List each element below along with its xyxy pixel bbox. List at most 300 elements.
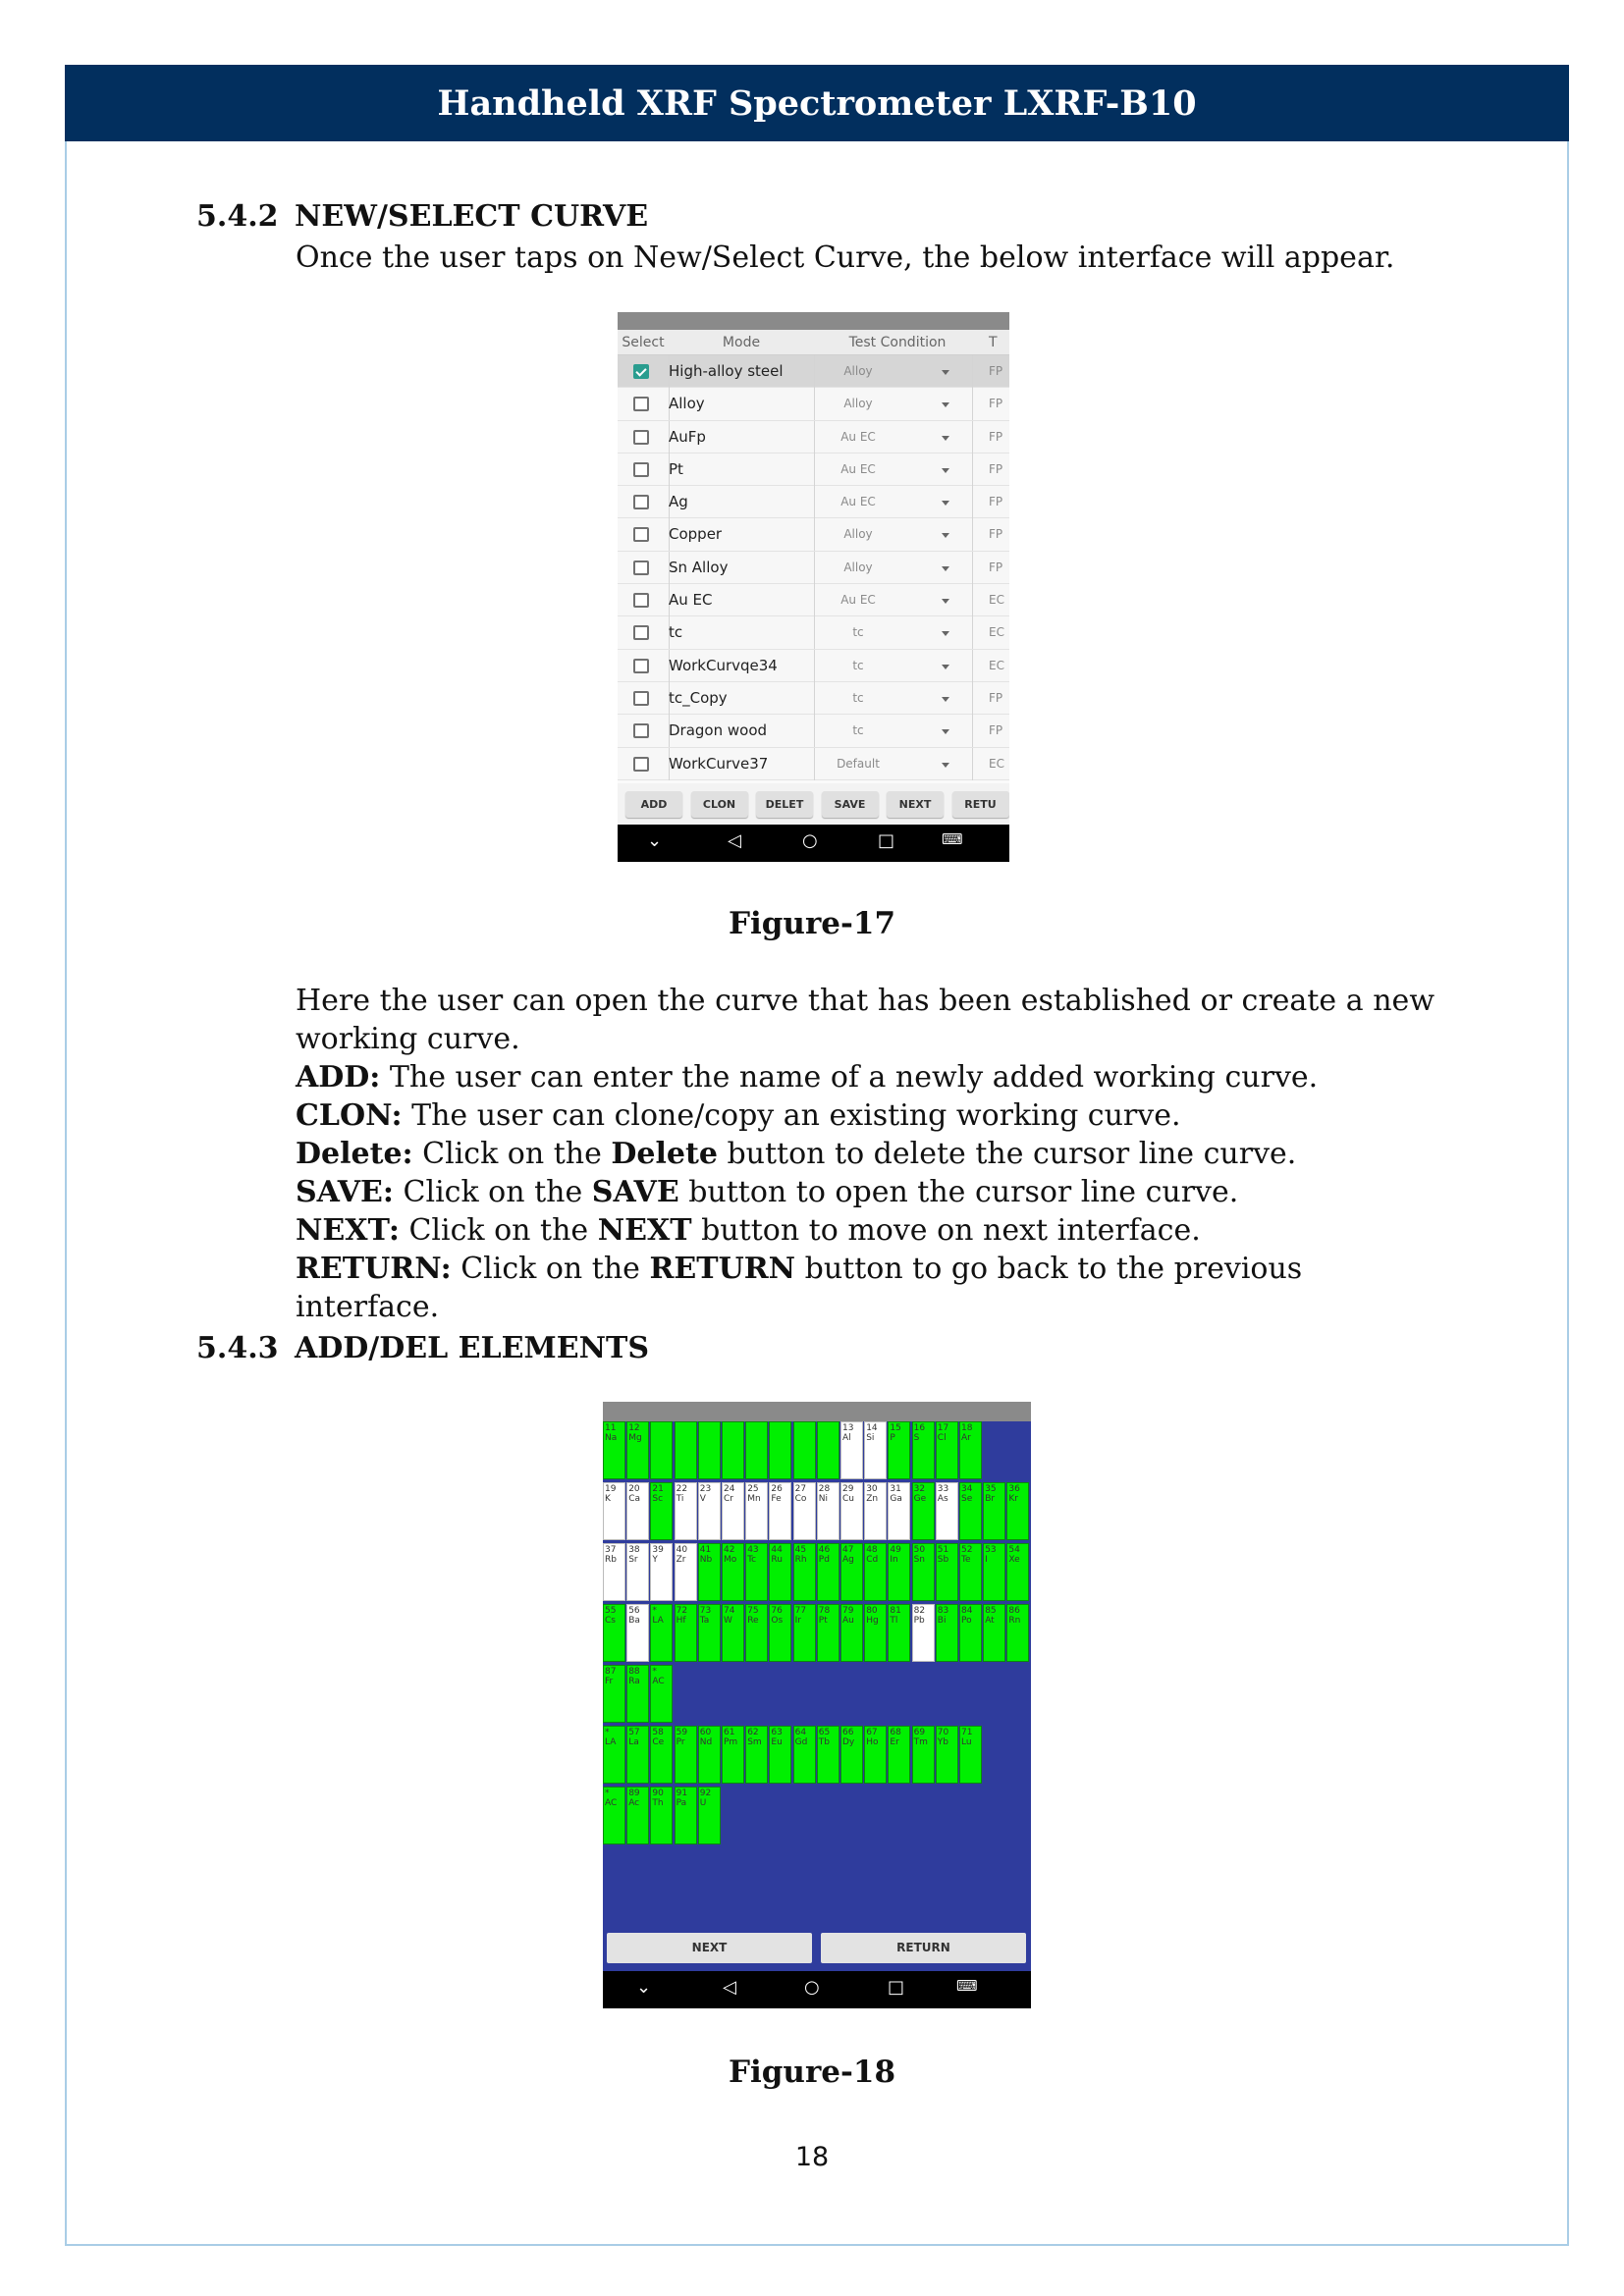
column-divider: [972, 486, 973, 518]
column-divider: [972, 650, 973, 682]
element-number: 18: [961, 1423, 973, 1433]
type-cell: FP: [989, 527, 1003, 542]
select-checkbox[interactable]: [633, 462, 649, 477]
type-cell: FP: [989, 723, 1003, 738]
description-term: RETURN:: [296, 1252, 452, 1286]
element-cell[interactable]: [650, 1482, 673, 1540]
column-divider: [972, 584, 973, 616]
next-button[interactable]: NEXT: [887, 791, 944, 818]
element-cell[interactable]: [698, 1543, 721, 1601]
mode-cell: High-alloy steel: [669, 362, 784, 380]
column-divider: [972, 454, 973, 486]
table-row[interactable]: [618, 748, 1009, 780]
element-symbol: Pm: [724, 1737, 738, 1747]
element-cell[interactable]: [745, 1543, 768, 1601]
element-cell[interactable]: [650, 1665, 673, 1723]
element-cell[interactable]: [817, 1726, 839, 1784]
element-number: 59: [676, 1728, 688, 1737]
element-cell[interactable]: [817, 1482, 839, 1540]
element-number: 50: [913, 1545, 926, 1555]
test-condition-select[interactable]: tc: [852, 690, 864, 705]
element-number: 71: [961, 1728, 973, 1737]
element-cell[interactable]: [888, 1543, 910, 1601]
element-symbol: Ga: [890, 1494, 902, 1504]
element-cell[interactable]: [675, 1726, 697, 1784]
element-cell[interactable]: [864, 1421, 887, 1479]
element-number: 83: [937, 1606, 949, 1616]
element-cell[interactable]: [603, 1604, 625, 1662]
element-cell[interactable]: [675, 1543, 697, 1601]
element-symbol: Br: [985, 1494, 996, 1504]
element-cell[interactable]: [722, 1726, 744, 1784]
element-cell[interactable]: [698, 1421, 721, 1479]
element-number: 65: [818, 1728, 831, 1737]
element-symbol: Ar: [961, 1433, 971, 1443]
element-number: 25: [747, 1484, 759, 1494]
element-number: 67: [866, 1728, 878, 1737]
element-cell[interactable]: [793, 1421, 816, 1479]
element-symbol: Pa: [676, 1798, 687, 1808]
element-cell[interactable]: [936, 1604, 958, 1662]
element-cell[interactable]: [769, 1543, 791, 1601]
clone-button[interactable]: CLON: [691, 791, 748, 818]
element-cell[interactable]: [959, 1543, 982, 1601]
mode-cell: Pt: [669, 459, 683, 478]
android-nav-bar: [603, 1971, 1031, 2008]
element-symbol: Xe: [1008, 1555, 1020, 1565]
chevron-down-icon[interactable]: ⌄: [636, 1977, 652, 1998]
element-cell[interactable]: [603, 1543, 625, 1601]
element-cell[interactable]: [1006, 1604, 1029, 1662]
element-cell[interactable]: [650, 1604, 673, 1662]
element-cell[interactable]: [817, 1543, 839, 1601]
element-cell[interactable]: [698, 1482, 721, 1540]
element-number: 33: [937, 1484, 949, 1494]
element-cell[interactable]: [959, 1482, 982, 1540]
home-icon[interactable]: ○: [804, 1977, 820, 1998]
element-symbol: W: [724, 1616, 732, 1626]
element-symbol: Si: [866, 1433, 875, 1443]
element-symbol: Pb: [913, 1616, 925, 1626]
element-number: 82: [913, 1606, 926, 1616]
return-button[interactable]: RETURN: [821, 1933, 1026, 1963]
back-icon[interactable]: ◁: [728, 830, 741, 851]
mode-cell: tc: [669, 623, 683, 642]
keyboard-icon[interactable]: ⌨: [942, 830, 963, 848]
element-cell[interactable]: [745, 1726, 768, 1784]
element-number: 43: [747, 1545, 759, 1555]
element-number: 12: [628, 1423, 640, 1433]
home-icon[interactable]: ○: [802, 830, 818, 851]
chevron-down-icon[interactable]: ⌄: [647, 830, 663, 851]
element-symbol: Ca: [628, 1494, 640, 1504]
element-cell[interactable]: [722, 1543, 744, 1601]
element-symbol: Ru: [771, 1555, 783, 1565]
element-cell[interactable]: [603, 1665, 625, 1723]
element-cell[interactable]: [626, 1543, 649, 1601]
element-cell[interactable]: [936, 1543, 958, 1601]
element-cell[interactable]: [959, 1726, 982, 1784]
element-number: 20: [628, 1484, 640, 1494]
element-cell[interactable]: [745, 1421, 768, 1479]
element-symbol: Cs: [605, 1616, 616, 1626]
element-cell[interactable]: [840, 1543, 863, 1601]
element-number: 90: [652, 1789, 664, 1798]
recents-icon[interactable]: □: [878, 830, 895, 851]
element-cell[interactable]: [864, 1482, 887, 1540]
dropdown-arrow-icon[interactable]: [942, 697, 949, 702]
element-cell[interactable]: [722, 1421, 744, 1479]
dropdown-arrow-icon[interactable]: [942, 665, 949, 669]
keyboard-icon[interactable]: ⌨: [956, 1977, 978, 1995]
element-symbol: As: [937, 1494, 948, 1504]
column-divider: [972, 748, 973, 780]
element-number: 22: [676, 1484, 688, 1494]
column-divider: [972, 355, 973, 388]
element-symbol: AC: [652, 1677, 665, 1686]
element-cell[interactable]: [769, 1726, 791, 1784]
description-text: The user can enter the name of a newly added working curve.: [380, 1060, 1319, 1095]
element-cell[interactable]: [1006, 1543, 1029, 1601]
element-number: 47: [842, 1545, 854, 1555]
element-cell[interactable]: [840, 1726, 863, 1784]
element-cell[interactable]: [626, 1787, 649, 1844]
test-condition-select[interactable]: Au EC: [840, 461, 876, 476]
document-header: [65, 65, 1569, 141]
section-number: 5.4.3: [196, 1331, 279, 1365]
dropdown-arrow-icon[interactable]: [942, 402, 949, 407]
page-number: 18: [794, 2142, 830, 2172]
select-checkbox[interactable]: [633, 495, 649, 509]
table-row[interactable]: [618, 715, 1009, 747]
element-cell[interactable]: [936, 1726, 958, 1784]
element-symbol: Nd: [699, 1737, 713, 1747]
dropdown-arrow-icon[interactable]: [942, 501, 949, 506]
element-symbol: Cl: [937, 1433, 947, 1443]
element-symbol: Yb: [937, 1737, 949, 1747]
column-divider: [972, 552, 973, 584]
curve-action-bar: [618, 783, 1009, 825]
element-cell[interactable]: [817, 1604, 839, 1662]
element-symbol: Sc: [652, 1494, 664, 1504]
element-cell[interactable]: [769, 1421, 791, 1479]
table-row[interactable]: [618, 355, 1009, 388]
back-icon[interactable]: ◁: [723, 1977, 736, 1998]
element-cell[interactable]: [626, 1726, 649, 1784]
test-condition-select[interactable]: tc: [852, 625, 864, 640]
element-cell[interactable]: [675, 1482, 697, 1540]
element-cell[interactable]: [626, 1604, 649, 1662]
next-button[interactable]: NEXT: [607, 1933, 812, 1963]
element-cell[interactable]: [722, 1482, 744, 1540]
element-symbol: Pr: [676, 1737, 685, 1747]
element-number: 66: [842, 1728, 854, 1737]
element-cell[interactable]: [912, 1604, 935, 1662]
element-cell[interactable]: [626, 1665, 649, 1723]
element-symbol: Au: [842, 1616, 854, 1626]
delete-button[interactable]: DELET: [756, 791, 813, 818]
element-symbol: Ir: [794, 1616, 801, 1626]
table-row[interactable]: [618, 486, 1009, 518]
element-cell[interactable]: [959, 1604, 982, 1662]
section-intro: Once the user taps on New/Select Curve, the below interface will appear.: [296, 240, 1395, 275]
test-condition-select[interactable]: Au EC: [840, 593, 876, 608]
element-cell[interactable]: [745, 1604, 768, 1662]
element-symbol: Tm: [913, 1737, 928, 1747]
add-button[interactable]: ADD: [625, 791, 682, 818]
element-cell[interactable]: [675, 1421, 697, 1479]
section-heading-543: [196, 1331, 649, 1365]
table-row[interactable]: [618, 388, 1009, 420]
table-row[interactable]: [618, 454, 1009, 486]
element-cell[interactable]: [983, 1604, 1005, 1662]
test-condition-select[interactable]: Default: [837, 756, 880, 771]
element-symbol: Sm: [747, 1737, 762, 1747]
dropdown-arrow-icon[interactable]: [942, 468, 949, 473]
figure-18-screenshot: [603, 1402, 1031, 2008]
element-symbol: Co: [794, 1494, 807, 1504]
element-number: 70: [937, 1728, 949, 1737]
element-number: 53: [985, 1545, 997, 1555]
body-intro-continued: working curve.: [296, 1022, 520, 1056]
element-number: 15: [890, 1423, 901, 1433]
select-checkbox[interactable]: [633, 757, 649, 772]
test-condition-select[interactable]: Alloy: [843, 560, 873, 574]
element-cell[interactable]: [983, 1543, 1005, 1601]
element-symbol: Tc: [747, 1555, 757, 1565]
element-cell[interactable]: [864, 1543, 887, 1601]
element-cell[interactable]: [698, 1604, 721, 1662]
element-symbol: Sb: [937, 1555, 949, 1565]
element-number: 46: [818, 1545, 831, 1555]
element-cell[interactable]: [888, 1421, 910, 1479]
recents-icon[interactable]: □: [888, 1977, 905, 1998]
table-row[interactable]: [618, 650, 1009, 682]
element-symbol: P: [890, 1433, 895, 1443]
element-symbol: Sn: [913, 1555, 926, 1565]
element-cell[interactable]: [603, 1482, 625, 1540]
test-condition-select[interactable]: tc: [852, 723, 864, 738]
section-title: ADD/DEL ELEMENTS: [295, 1331, 649, 1365]
element-number: 51: [937, 1545, 949, 1555]
dropdown-arrow-icon[interactable]: [942, 763, 949, 768]
status-strip: [618, 312, 1009, 330]
select-checkbox[interactable]: [633, 364, 649, 379]
element-number: 73: [699, 1606, 712, 1616]
element-number: 37: [605, 1545, 617, 1555]
element-symbol: Os: [771, 1616, 784, 1626]
element-number: 69: [913, 1728, 926, 1737]
select-checkbox[interactable]: [633, 561, 649, 575]
element-cell[interactable]: [864, 1726, 887, 1784]
select-checkbox[interactable]: [633, 659, 649, 673]
select-checkbox[interactable]: [633, 593, 649, 608]
mode-cell: tc_Copy: [669, 688, 728, 707]
element-cell[interactable]: [650, 1726, 673, 1784]
column-header-mode: Mode: [722, 335, 761, 350]
test-condition-select[interactable]: Au EC: [840, 495, 876, 509]
element-number: 49: [890, 1545, 901, 1555]
element-number: 92: [699, 1789, 712, 1798]
dropdown-arrow-icon[interactable]: [942, 533, 949, 538]
element-cell[interactable]: [603, 1787, 625, 1844]
element-number: 57: [628, 1728, 640, 1737]
column-divider: [972, 715, 973, 747]
element-cell[interactable]: [698, 1787, 721, 1844]
dropdown-arrow-icon[interactable]: [942, 436, 949, 441]
element-cell[interactable]: [936, 1421, 958, 1479]
element-cell[interactable]: [912, 1482, 935, 1540]
column-divider: [972, 518, 973, 551]
description-line: [296, 1058, 1435, 1096]
element-symbol: Nb: [699, 1555, 713, 1565]
element-cell[interactable]: [817, 1421, 839, 1479]
curve-table-body: [618, 355, 1009, 780]
dropdown-arrow-icon[interactable]: [942, 729, 949, 734]
element-symbol: Rb: [605, 1555, 617, 1565]
dropdown-arrow-icon[interactable]: [942, 370, 949, 375]
element-cell[interactable]: [983, 1482, 1005, 1540]
mode-cell: Copper: [669, 525, 723, 544]
element-cell[interactable]: [769, 1604, 791, 1662]
element-cell[interactable]: [675, 1787, 697, 1844]
element-cell[interactable]: [603, 1726, 625, 1784]
element-number: 61: [724, 1728, 735, 1737]
element-symbol: Fe: [771, 1494, 782, 1504]
section-number: 5.4.2: [196, 199, 279, 234]
dropdown-arrow-icon[interactable]: [942, 631, 949, 636]
description-text: The user can clone/copy an existing working curve.: [402, 1098, 1181, 1133]
element-symbol: Gd: [794, 1737, 808, 1747]
element-symbol: Eu: [771, 1737, 783, 1747]
element-number: 28: [818, 1484, 831, 1494]
select-checkbox[interactable]: [633, 430, 649, 445]
type-cell: EC: [989, 658, 1004, 672]
element-cell[interactable]: [888, 1726, 910, 1784]
table-row[interactable]: [618, 584, 1009, 616]
element-cell[interactable]: [888, 1604, 910, 1662]
select-checkbox[interactable]: [633, 625, 649, 640]
element-cell[interactable]: [698, 1726, 721, 1784]
element-cell[interactable]: [626, 1421, 649, 1479]
element-cell[interactable]: [650, 1787, 673, 1844]
element-number: *: [652, 1667, 657, 1677]
element-number: 91: [676, 1789, 688, 1798]
element-symbol: LA: [652, 1616, 664, 1626]
element-number: 27: [794, 1484, 807, 1494]
description-term: Delete:: [296, 1137, 413, 1171]
element-cell[interactable]: [936, 1482, 958, 1540]
element-number: 26: [771, 1484, 783, 1494]
select-checkbox[interactable]: [633, 527, 649, 542]
dropdown-arrow-icon[interactable]: [942, 599, 949, 604]
element-number: 38: [628, 1545, 640, 1555]
element-cell[interactable]: [840, 1604, 863, 1662]
table-row[interactable]: [618, 616, 1009, 649]
dropdown-arrow-icon[interactable]: [942, 566, 949, 571]
element-cell[interactable]: [603, 1421, 625, 1479]
element-symbol: Rh: [794, 1555, 807, 1565]
element-symbol: S: [913, 1433, 920, 1443]
element-number: 64: [794, 1728, 807, 1737]
element-symbol: Mn: [747, 1494, 761, 1504]
return-button[interactable]: RETU: [952, 791, 1009, 818]
test-condition-select[interactable]: Alloy: [843, 397, 873, 411]
element-cell[interactable]: [793, 1726, 816, 1784]
description-text: button to delete the cursor line curve.: [717, 1137, 1297, 1171]
element-number: 11: [605, 1423, 617, 1433]
element-symbol: Rn: [1008, 1616, 1021, 1626]
description-text: Click on the: [393, 1175, 592, 1209]
element-cell[interactable]: [888, 1482, 910, 1540]
element-cell[interactable]: [1006, 1482, 1029, 1540]
element-symbol: Mg: [628, 1433, 642, 1443]
android-nav-bar: [618, 825, 1009, 862]
select-checkbox[interactable]: [633, 397, 649, 411]
element-symbol: Ho: [866, 1737, 879, 1747]
element-cell[interactable]: [745, 1482, 768, 1540]
element-cell[interactable]: [626, 1482, 649, 1540]
test-condition-select[interactable]: Alloy: [843, 527, 873, 542]
description-line: [296, 1211, 1435, 1250]
element-symbol: Zr: [676, 1555, 686, 1565]
element-cell[interactable]: [840, 1421, 863, 1479]
element-symbol: Ag: [842, 1555, 854, 1565]
element-number: 58: [652, 1728, 664, 1737]
mode-cell: WorkCurvqe34: [669, 656, 778, 674]
element-cell[interactable]: [769, 1482, 791, 1540]
select-checkbox[interactable]: [633, 691, 649, 706]
test-condition-select[interactable]: Au EC: [840, 429, 876, 444]
element-cell[interactable]: [912, 1421, 935, 1479]
element-symbol: Sr: [628, 1555, 638, 1565]
element-number: 21: [652, 1484, 664, 1494]
element-symbol: Pd: [818, 1555, 830, 1565]
description-text: Click on the: [399, 1213, 598, 1248]
element-cell[interactable]: [722, 1604, 744, 1662]
save-button[interactable]: SAVE: [822, 791, 879, 818]
test-condition-select[interactable]: tc: [852, 658, 864, 672]
element-symbol: Ta: [699, 1616, 710, 1626]
select-checkbox[interactable]: [633, 723, 649, 738]
element-cell[interactable]: [864, 1604, 887, 1662]
element-symbol: Ra: [628, 1677, 640, 1686]
element-cell[interactable]: [650, 1421, 673, 1479]
element-cell[interactable]: [840, 1482, 863, 1540]
element-symbol: Th: [652, 1798, 664, 1808]
type-cell: FP: [989, 397, 1003, 411]
element-cell[interactable]: [912, 1726, 935, 1784]
element-symbol: U: [699, 1798, 707, 1808]
element-number: 80: [866, 1606, 878, 1616]
test-condition-select[interactable]: Alloy: [843, 364, 873, 378]
element-cell[interactable]: [912, 1543, 935, 1601]
element-symbol: Ba: [628, 1616, 640, 1626]
table-row[interactable]: [618, 682, 1009, 715]
element-cell[interactable]: [793, 1604, 816, 1662]
element-cell[interactable]: [959, 1421, 982, 1479]
element-cell[interactable]: [675, 1604, 697, 1662]
element-symbol: Hf: [676, 1616, 686, 1626]
element-cell[interactable]: [793, 1543, 816, 1601]
element-cell[interactable]: [793, 1482, 816, 1540]
element-number: 32: [913, 1484, 926, 1494]
table-row[interactable]: [618, 518, 1009, 551]
table-row[interactable]: [618, 552, 1009, 584]
table-row[interactable]: [618, 421, 1009, 454]
column-header-type: T: [989, 335, 998, 350]
element-cell[interactable]: [650, 1543, 673, 1601]
